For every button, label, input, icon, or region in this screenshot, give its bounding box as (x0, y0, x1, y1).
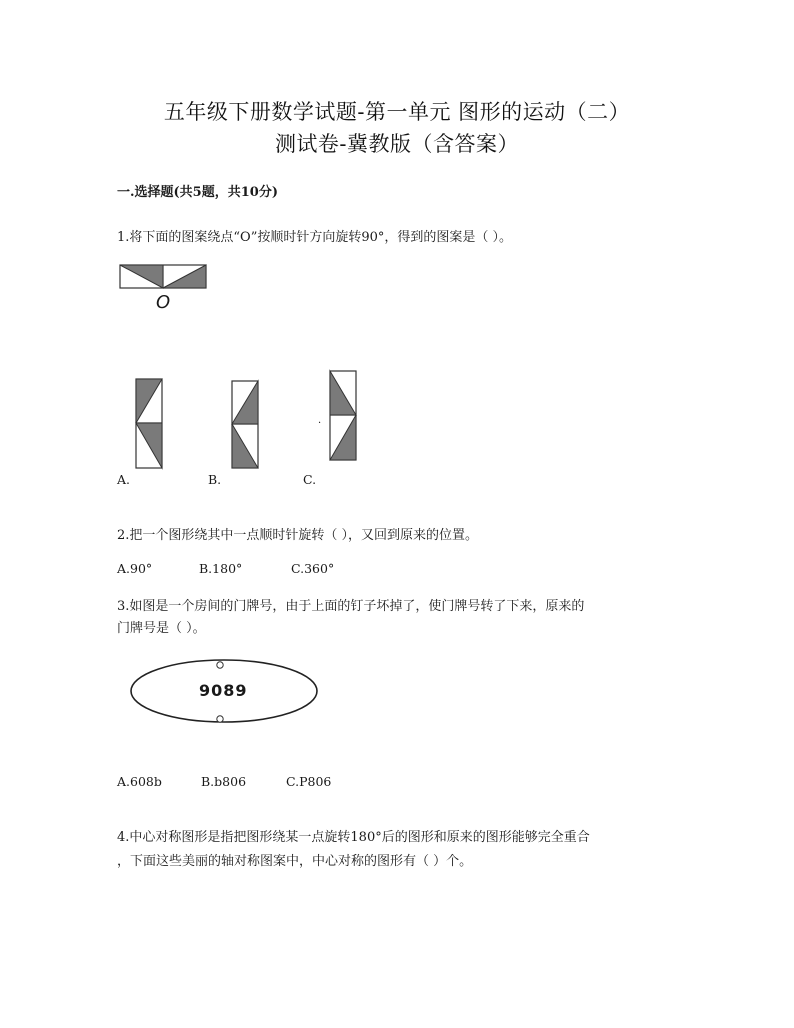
q3-option-c[interactable]: C.P806 (286, 774, 332, 789)
stray-dot: · (318, 418, 322, 429)
page-title-line1: 五年级下册数学试题-第一单元 图形的运动（二） (163, 100, 631, 124)
q1-option-c-label[interactable]: C. (303, 472, 317, 487)
q2-option-c[interactable]: C.360° (291, 561, 335, 576)
q1-option-b-label[interactable]: B. (208, 472, 222, 487)
q1-option-a-figure (135, 378, 163, 470)
question-1-text: 1.将下面的图案绕点“O”按顺时针方向旋转90°，得到的图案是（ ）。 (117, 230, 513, 245)
question-3-text-line2: 门牌号是（ ）。 (117, 621, 206, 636)
q2-option-a[interactable]: A.90° (117, 561, 153, 576)
q1-original-figure (119, 264, 207, 290)
page-title-line2: 测试卷-冀教版（含答案） (274, 132, 520, 156)
question-4-text-line2: ，下面这些美丽的轴对称图案中，中心对称的图形有（ ）个。 (117, 854, 473, 869)
question-3-text-line1: 3.如图是一个房间的门牌号，由于上面的钉子坏掉了，使门牌号转了下来，原来的 (117, 599, 585, 614)
section-heading: 一.选择题(共5题，共10分) (117, 185, 278, 200)
point-o-label: O (156, 292, 171, 313)
q2-option-b[interactable]: B.180° (199, 561, 243, 576)
q3-option-a[interactable]: A.608b (117, 774, 162, 789)
door-plate-number: 9089 (199, 681, 248, 700)
question-2-text: 2.把一个图形绕其中一点顺时针旋转（ ），又回到原来的位置。 (117, 528, 479, 543)
q3-option-b[interactable]: B.b806 (201, 774, 247, 789)
q1-option-b-figure (231, 380, 259, 470)
q1-option-a-label[interactable]: A. (117, 472, 131, 487)
q1-option-c-figure (329, 370, 357, 462)
question-4-text-line1: 4.中心对称图形是指把图形绕某一点旋转180°后的图形和原来的图形能够完全重合 (117, 830, 590, 845)
